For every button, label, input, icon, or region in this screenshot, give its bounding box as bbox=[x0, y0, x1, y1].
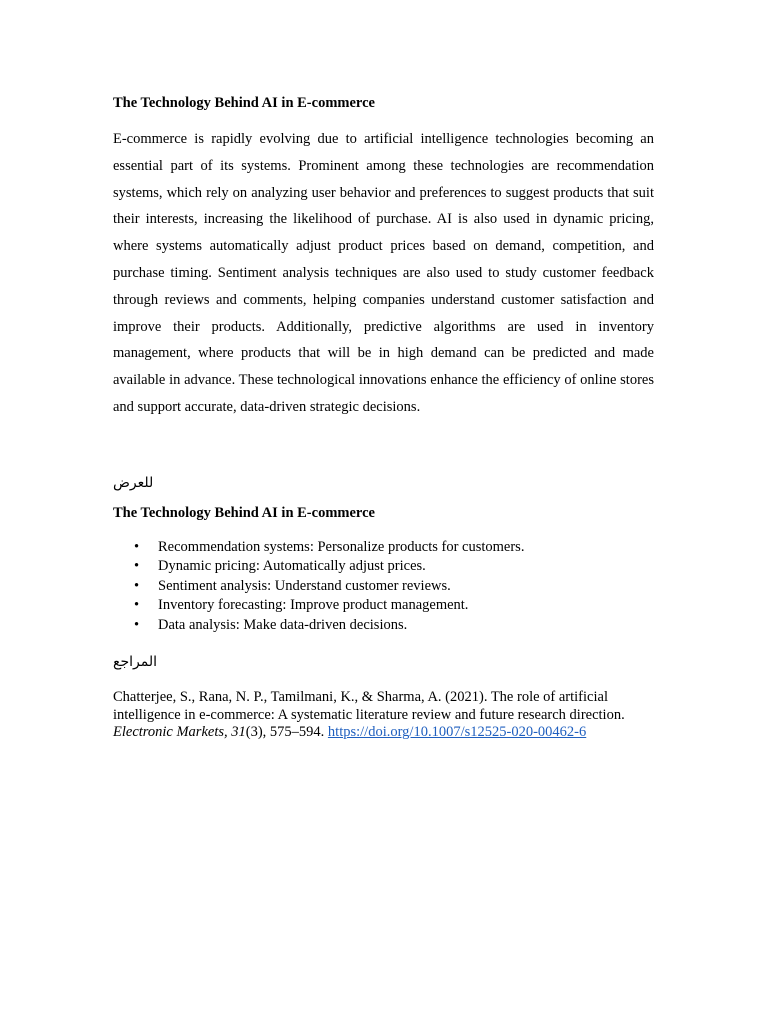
document-content bbox=[113, 93, 654, 741]
body-paragraph: E-commerce is rapidly evolving due to artificial intelligence technologies becoming an essential part of its systems. Prominent among these technologies are recommendation systems, which rely on analyzing user behavior and preferences to suggest products that suit their interests, increasing the likelihood of purchase. AI is also used in dynamic pricing, where systems automatically adjust product prices based on demand, competition, and purchase timing. Sentiment analysis techniques are also used to study customer feedback through reviews and comments, helping companies understand customer satisfaction and improve their products. Additionally, predictive algorithms are used in inventory management, where products that will be in high demand can be predicted and made available in advance. These technological innovations enhance the efficiency of online stores and support accurate, data-driven strategic decisions. bbox=[113, 131, 654, 415]
bullet-item bbox=[113, 577, 654, 597]
doi-link[interactable]: https://doi.org/10.1007/s12525-020-00462-6 bbox=[327, 724, 587, 741]
bullet-text: Sentiment analysis: Understand customer reviews. bbox=[158, 577, 451, 594]
bullet-item bbox=[113, 538, 654, 558]
bullet-icon: • bbox=[134, 558, 140, 575]
bullet-text: Data analysis: Make data-driven decisions. bbox=[158, 616, 408, 633]
bullet-icon: • bbox=[134, 597, 140, 614]
references-label: المراجع bbox=[113, 654, 157, 671]
bullet-text: Inventory forecasting: Improve product management. bbox=[158, 597, 469, 614]
citation-text: Chatterjee, S., Rana, N. P., Tamilmani, K., & Sharma, A. (2021). The role of artificial intelligence in e-commerce: A systematic literature review and future research direction. bbox=[113, 689, 625, 723]
reference-entry bbox=[113, 689, 654, 741]
presentation-title: The Technology Behind AI in E-commerce bbox=[113, 504, 375, 521]
bullet-icon: • bbox=[134, 538, 140, 555]
journal-name: Electronic Markets, 31 bbox=[113, 724, 246, 741]
bullet-item bbox=[113, 616, 654, 636]
bullet-icon: • bbox=[134, 577, 140, 594]
presentation-label: للعرض bbox=[113, 474, 154, 491]
bullet-text: Recommendation systems: Personalize products for customers. bbox=[158, 538, 525, 555]
bullet-item bbox=[113, 557, 654, 577]
issue-pages: (3), 575–594. bbox=[245, 724, 325, 741]
bullet-icon: • bbox=[134, 616, 140, 633]
bullet-text: Dynamic pricing: Automatically adjust prices. bbox=[158, 558, 426, 575]
bullet-list bbox=[113, 538, 654, 636]
bullet-item bbox=[113, 596, 654, 616]
section-title: The Technology Behind AI in E-commerce bbox=[113, 95, 375, 111]
